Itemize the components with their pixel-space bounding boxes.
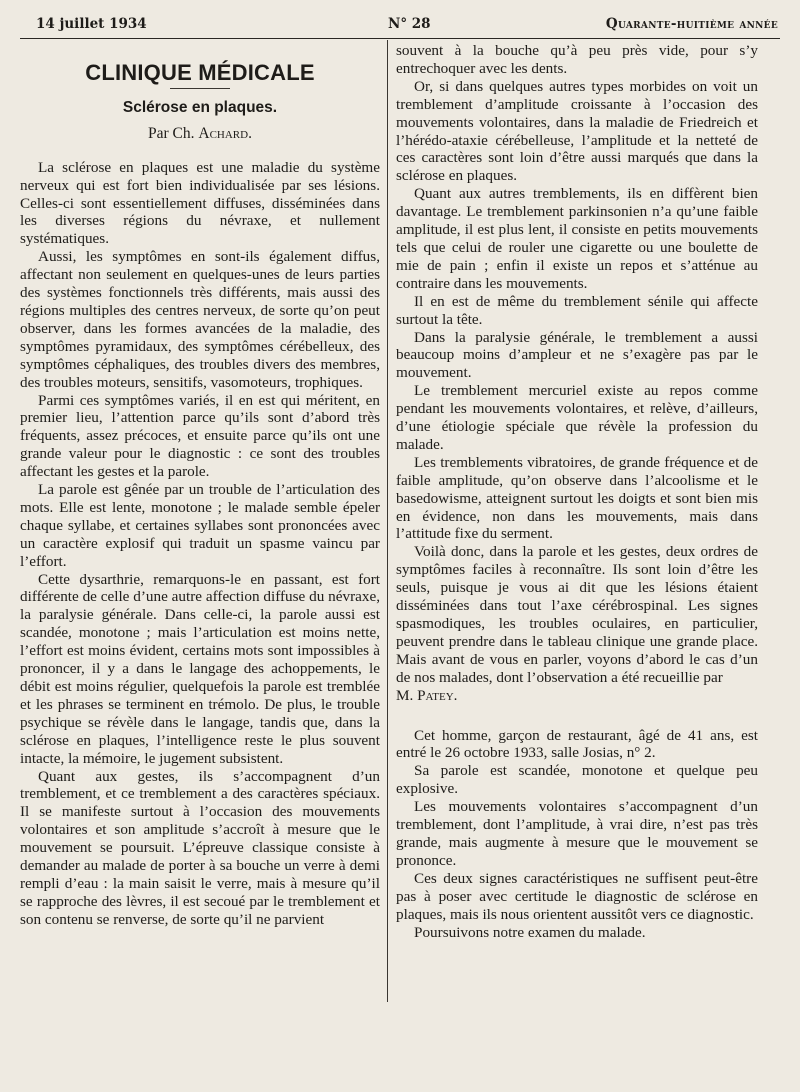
paragraph: Cet homme, garçon de restaurant, âgé de 41 ans, est entré le 26 octobre 1933, salle Josias, n° 2. (396, 726, 758, 762)
paragraph: Ces deux signes caractéristiques ne suffisent peut-être pas à poser avec certitude le diagnostic de sclérose en plaques, mais ils nous orientent aussitôt vers ce diagnostic. (396, 869, 758, 923)
paragraph: Il en est de même du tremblement sénile qui affecte surtout la tête. (396, 292, 758, 328)
page-header (20, 14, 780, 34)
paragraph: Poursuivons notre examen du malade. (414, 923, 646, 941)
paragraph: Les tremblements vibratoires, de grande fréquence et de faible amplitude, qu’on observe dans l’alcoolisme et le basedowisme, atteignent surtout les doigts et sont bien mis en évidence, non dans les mouvements, mais dans l’attitude fixe du serment. (396, 453, 758, 543)
author-name: Achard. (198, 124, 252, 142)
article-subtitle: Sclérose en plaques. (122, 98, 278, 116)
publication-year: Quarante-huitième année (605, 16, 778, 32)
article-author (20, 125, 380, 143)
paragraph: souvent à la bouche qu’à peu près vide, pour s’y entrechoquer avec les dents. (396, 42, 758, 77)
paragraph: Dans la paralysie générale, le tremblement a aussi beaucoup moins d’ampleur et ne s’exagère pas par le mouvement. (396, 328, 758, 382)
right-column (396, 42, 758, 941)
paragraph: Aussi, les symptômes en sont-ils également diffus, affectant non seulement en quelques-unes de leurs parties des systèmes fonctionnels très différents, mais aussi des régions multiples des centres nerveux, de sorte qu’on peut observer, dans les formes avancées de la maladie, des symptômes pyramidaux, des symptômes cérébelleux, des symptômes céphaliques, des troubles divers des membres, des troubles moteurs, sensitifs, vasomoteurs, trophiques. (20, 248, 380, 391)
paragraph: Les mouvements volontaires s’accompagnent d’un tremblement, dont l’amplitude, à vrai dire, n’est pas très grande, mais augmente à mesure que le mouvement se prononce. (396, 798, 758, 869)
header-divider (20, 38, 780, 39)
paragraph: Cette dysarthrie, remarquons-le en passant, est fort différente de celle d’une autre affection diffuse du névraxe, la paralysie générale. Dans celle-ci, la parole aussi est scandée, monotone ; mais l’articulation est moins nette, l’effort est moins évident, certains mots sont impossibles à prononcer, il y a dans le langage des achoppements, le débit est moins régulier, quelquefois la parole est tremblée et les phrases se terminent en trémolo. De plus, le trouble psychique se révèle dans le langage, tandis que, dans la sclérose en plaques, l’intelligence reste le plus souvent intacte, la mémoire, le jugement subsistent. (20, 570, 380, 767)
author-prefix: Par Ch. (148, 124, 195, 142)
paragraph: Quant aux autres tremblements, ils en diffèrent bien davantage. Le tremblement parkinsonien n’a qu’une faible amplitude, il est plus lent, il consiste en petits mouvements tels que celui de rouler une cigarette ou une boulette de mie de pain ; enfin il existe un repos et s’atténue au contraire dans les mouvements. (396, 185, 758, 292)
left-column (20, 42, 380, 929)
paragraph: La parole est gênée par un trouble de l’articulation des mots. Elle est lente, monotone ; le malade semble épeler chaque syllabe, et certaines syllabes sont prononcées avec un caractère explosif qui traduit un spasme vaincu par l’effort. (20, 481, 380, 570)
title-divider (170, 88, 230, 89)
section-spacer (396, 705, 758, 727)
observer-signature: M. Patey. (396, 686, 458, 704)
paragraph: Le tremblement mercuriel existe au repos comme pendant les mouvements volontaires, et relève, d’ailleurs, d’une étiologie spéciale que révèle la profession du malade. (396, 382, 758, 453)
issue-date: 14 juillet 1934 (36, 16, 147, 32)
paragraph: Voilà donc, dans la parole et les gestes, deux ordres de symptômes faciles à reconnaître. Ils sont loin d’être les seuls, puisque je vous ai dit que les lésions étaient disséminées dans tout l’axe cérébrospinal. Les signes spasmodiques, les troubles oculaires, en particulier, peuvent prendre dans le tableau clinique une grande place. Mais avant de vous en parler, voyons d’abord le cas d’un de nos malades, dont l’observation a été recueillie par (396, 543, 758, 686)
paragraph: Sa parole est scandée, monotone et quelque peu explosive. (396, 762, 758, 798)
paragraph: Quant aux gestes, ils s’accompagnent d’un tremblement, et ce tremblement a des caractères spéciaux. Il se manifeste surtout à l’occasion des mouvements volontaires et son amplitude s’accroît à mesure que le mouvement se poursuit. L’épreuve classique consiste à demander au malade de porter à sa bouche un verre à demi rempli d’eau : la main saisit le verre, mais à mesure qu’il se rapproche des lèvres, il est secoué par le tremblement et son contenu se renverse, de sorte qu’il ne parvient (20, 767, 380, 928)
paragraph: Or, si dans quelques autres types morbides on voit un tremblement d’amplitude croissante à l’occasion des mouvements volontaires, dans la maladie de Friedreich et l’hérédo-ataxie cérébelleuse, l’amplitude et la netteté de ces caractères sont loin d’être aussi marqués que dans la sclérose en plaques. (396, 77, 758, 185)
section-title: CLINIQUE MÉDICALE (85, 60, 315, 85)
issue-number: N° 28 (388, 16, 431, 32)
column-divider (387, 40, 388, 1002)
paragraph: Parmi ces symptômes variés, il en est qui méritent, en premier lieu, l’attention parce qu’ils sont d’abord très fréquents, assez précoces, et ensuite parce qu’ils ont une grande valeur pour le diagnostic : ce sont des troubles affectant les gestes et la parole. (20, 391, 380, 481)
paragraph: La sclérose en plaques est une maladie du système nerveux qui est fort bien individualisée par ses lésions. Celles-ci sont essentiellement diffuses, disséminées dans les diverses régions du névraxe, et nullement systématiques. (20, 158, 380, 248)
